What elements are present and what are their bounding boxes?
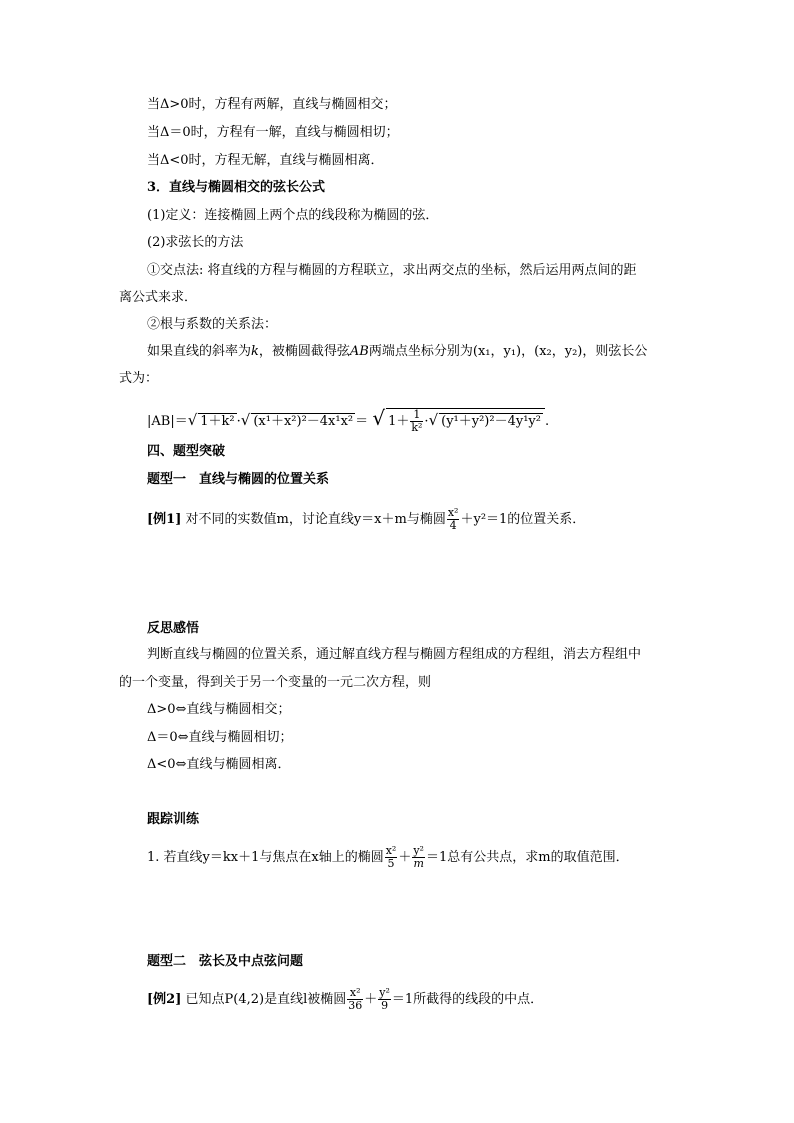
math-var: AB — [349, 344, 369, 359]
text-segment: ＋y²＝1的位置关系． — [460, 512, 586, 527]
formula-part: 1＋ — [388, 414, 410, 429]
frac-num: y² — [413, 844, 424, 857]
reflection-heading: 反思感悟 — [147, 621, 200, 636]
frac-num: x² — [447, 506, 459, 519]
text-segment: 已知点P(4,2)是直线l被椭圆 — [185, 992, 347, 1007]
math-var: k — [251, 344, 259, 359]
text-line: 离公式来求． — [119, 290, 198, 305]
practice-question-1 — [147, 845, 629, 870]
text-line: 当Δ>0时，方程有两解，直线与椭圆相交； — [147, 97, 397, 112]
section-heading: 3．直线与椭圆相交的弦长公式 — [147, 180, 326, 195]
text-line: 判断直线与椭圆的位置关系，通过解直线方程与椭圆方程组成的方程组，消去方程组中 — [147, 647, 642, 662]
text-line: 当Δ＝0时，方程有一解，直线与椭圆相切； — [147, 125, 399, 140]
text-line: 的一个变量，得到关于另一个变量的一元二次方程，则 — [119, 675, 432, 690]
text-line — [147, 343, 647, 361]
frac-den: 5 — [387, 857, 395, 870]
text-segment: ＋ — [364, 992, 378, 1007]
frac-den: 9 — [381, 999, 389, 1012]
radical: 1＋k² — [200, 414, 235, 429]
example-tag: [例2] — [147, 992, 182, 1007]
practice-heading: 跟踪训练 — [147, 812, 200, 827]
text-line: ①交点法: 将直线的方程与椭圆的方程联立，求出两交点的坐标，然后运用两点间的距 — [147, 263, 637, 278]
text-segment: ＋ — [398, 850, 412, 865]
example-2 — [147, 987, 543, 1012]
example-tag: [例1] — [147, 512, 182, 527]
text-line: Δ<0⇔直线与椭圆相离． — [147, 757, 291, 772]
section-heading: 四、题型突破 — [147, 444, 226, 459]
text-segment: ＝1总有公共点，求m的取值范围． — [425, 850, 629, 865]
topic-heading: 题型二 弦长及中点弦问题 — [147, 954, 304, 969]
frac-num: y² — [379, 986, 390, 999]
text-segment: 对不同的实数值m，讨论直线y＝x＋m与椭圆 — [185, 512, 446, 527]
frac-den: 4 — [449, 519, 457, 532]
radical: (y¹＋y²)²－4y¹y² — [441, 414, 541, 429]
frac-num: x² — [385, 844, 397, 857]
text-line: (2)求弦长的方法 — [147, 235, 244, 250]
text-line: 式为： — [119, 371, 159, 386]
text-line: (1)定义：连接椭圆上两个点的线段称为椭圆的弦． — [147, 208, 439, 223]
frac-num: 1 — [410, 409, 423, 422]
topic-heading: 题型一 直线与椭圆的位置关系 — [147, 472, 330, 487]
text-line: 当Δ<0时，方程无解，直线与椭圆相离． — [147, 153, 384, 168]
text-line: ②根与系数的关系法： — [147, 317, 278, 332]
text-segment: ＝1所截得的线段的中点． — [391, 992, 544, 1007]
formula-part: |AB|＝ — [147, 414, 188, 429]
frac-den: m — [413, 857, 424, 870]
example-1 — [147, 507, 585, 532]
text-line: Δ＝0⇔直线与椭圆相切； — [147, 730, 293, 745]
frac-den: 36 — [348, 999, 363, 1012]
radical: (x¹＋x²)²－4x¹x² — [253, 414, 354, 429]
frac-num: x² — [347, 987, 363, 1000]
text-segment: ，被椭圆截得弦 — [258, 344, 350, 359]
text-line: Δ>0⇔直线与椭圆相交； — [147, 702, 291, 717]
text-segment: 1. 若直线y＝kx＋1与焦点在x轴上的椭圆 — [147, 850, 384, 865]
text-segment: 如果直线的斜率为 — [147, 344, 252, 359]
chord-length-formula: |AB|＝√ 1＋k² ·√ (x¹＋x²)²－4x¹x² ＝ √ 1＋ $\frac{1}{\text{k²}}$ ·√ (y¹＋y²)²－4y¹y² . — [147, 406, 550, 434]
text-segment: 两端点坐标分别为(x₁，y₁)，(x₂，y₂)，则弦长公 — [368, 344, 648, 359]
frac-den: k² — [411, 421, 423, 434]
formula-part: ＝ — [355, 414, 369, 429]
